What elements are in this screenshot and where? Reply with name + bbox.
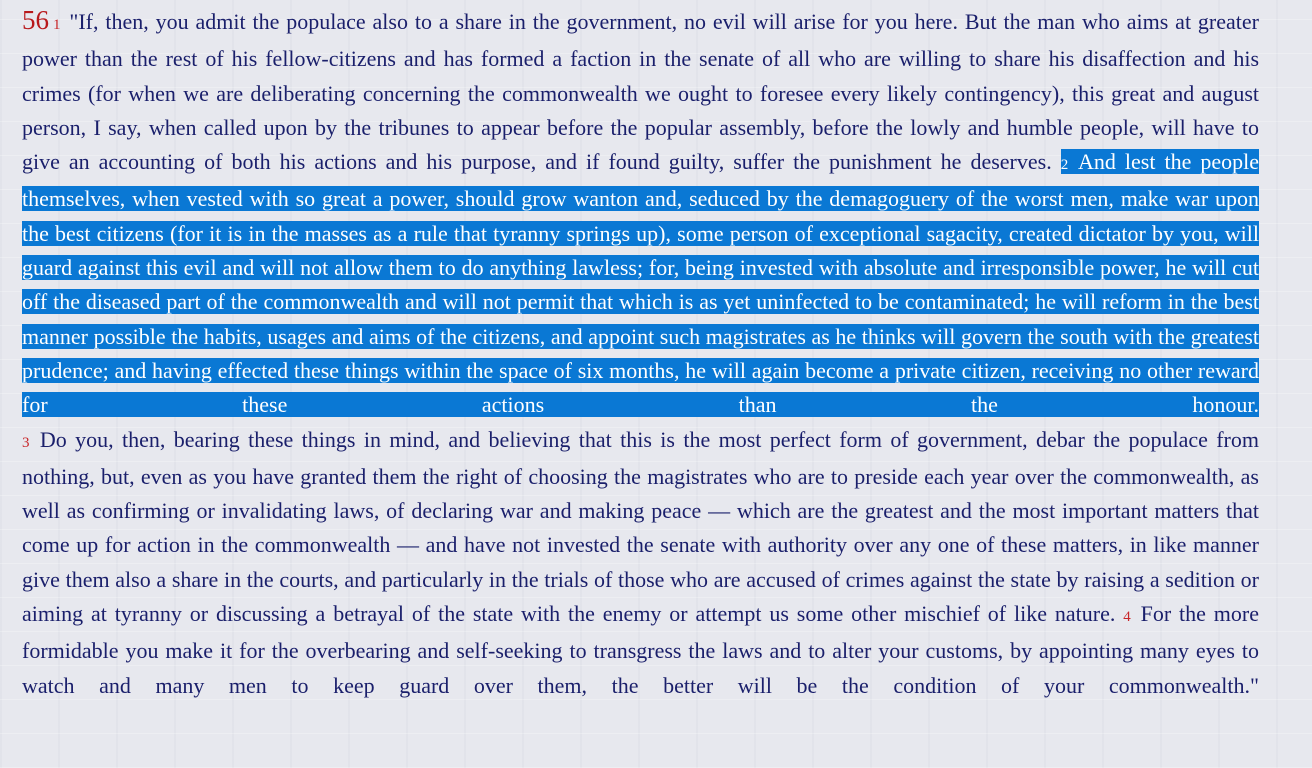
section-number-4[interactable]: 4 [1123, 609, 1131, 626]
section-text-3: Do you, then, bearing these things in mind, and believing that this is the most perfect form of government, debar the populace from nothing, but, even as you have granted them the right of choosing the magistrates who are to preside each year over the commonwealth, as well as confirming or invalidating laws, of declaring war and making peace — which are the greatest and the most important matters that come up for action in the commonwealth — and have not invested the senate with authority over any one of these matters, in like manner give them also a share in the courts, and particularly in the trials of those who are accused of crimes against the state by raising a sedition or aiming at tyranny or discussing a betrayal of the state with the enemy or attempt us some other mischief of like nature. [22, 426, 1259, 627]
section-text-4: For the more formidable you make it for the overbearing and self-seeking to transgress the laws and to alter your customs, by appointing many eyes to watch and many men to keep guard over them, the better will be the condition of your commonwealth." [22, 601, 1259, 698]
section-number-1[interactable]: 1 [53, 17, 61, 33]
chapter-paragraph-bottom [22, 423, 1259, 703]
section-number-3[interactable]: 3 [22, 434, 30, 451]
section-text-2: And lest the people themselves, when vested with so great a power, should grow wanton and, seduced by the demagoguery of the worst men, make war upon the best citizens (for it is in the masses as a rule that tyranny springs up), some person of exceptional sagacity, created dictator by you, will guard against this evil and will not allow them to do anything lawless; for, being invested with absolute and irresponsible power, he will cut off the diseased part of the commonwealth and will not permit that which is as yet uninfected to be contaminated; he will reform in the best manner possible the habits, usages and aims of the citizens, and appoint such magistrates as he thinks will govern the south with the greatest prudence; and having effected these things within the space of six months, he will again become a private citizen, receiving no other reward for these actions than the honour. [22, 149, 1259, 418]
chapter-number: 56 [22, 5, 49, 35]
selected-text-highlight[interactable] [22, 149, 1259, 417]
chapter-paragraph-top [22, 3, 1259, 423]
section-text-1: "If, then, you admit the populace also to a share in the government, no evil will arise for you here. But the man who aims at greater power than the rest of his fellow-citizens and has formed a faction in the senate of all who are willing to share his disaffection and his crimes (for when we are deliberating concerning the commonwealth we ought to foresee every likely contingency), this great and august person, I say, when called upon by the tribunes to appear before the popular assembly, before the lowly and humble people, will have to give an accounting of both his actions and his purpose, and if found guilty, suffer the punishment he deserves. [22, 9, 1259, 175]
document-page [22, 3, 1259, 703]
section-number-2[interactable]: 2 [1060, 157, 1069, 174]
